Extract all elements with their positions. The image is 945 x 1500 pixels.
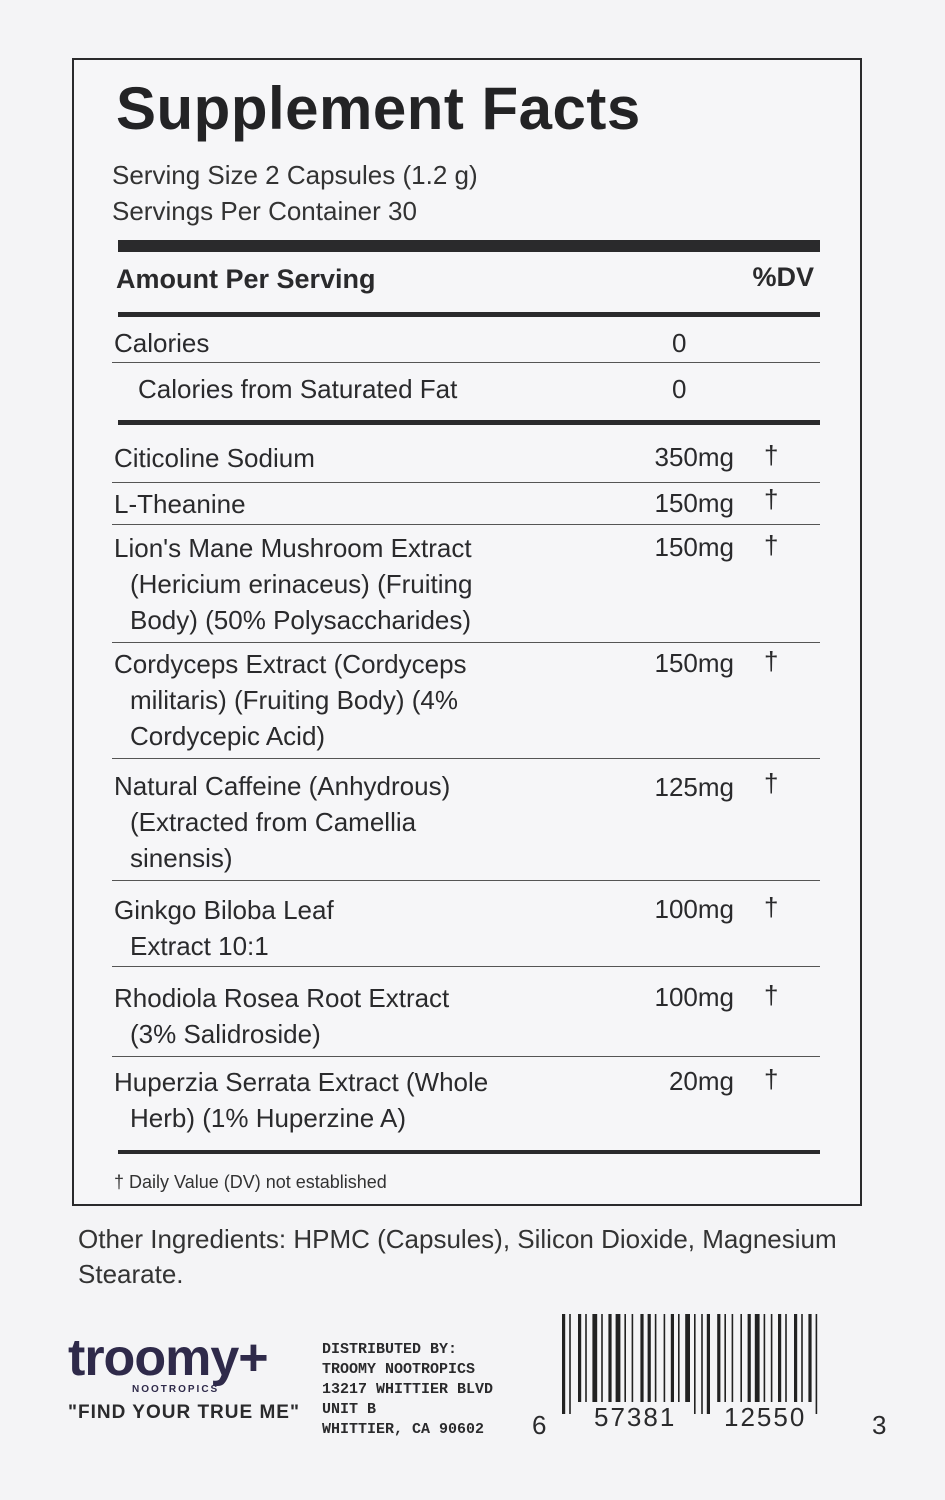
distributor-line: UNIT B [322,1401,377,1418]
dagger-mark: † [764,440,779,470]
barcode-bar [624,1314,626,1402]
ingredient-amount: 125mg [654,772,734,802]
serving-size: Serving Size 2 Capsules (1.2 g) [112,160,478,190]
dagger-mark: † [764,530,779,560]
distributor-line: 13217 WHITTIER BLVD [322,1381,494,1398]
ingredient-amount: 150mg [654,488,734,518]
barcode-bar [707,1314,710,1414]
row-divider [112,482,820,483]
supplement-facts-panel [72,58,862,1206]
barcode-bar [616,1314,621,1402]
calories-sat-fat-value: 0 [672,374,687,404]
ingredient-amount: 100mg [654,982,734,1012]
barcode-bar [732,1314,734,1402]
calories-sat-fat-label: Calories from Saturated Fat [138,374,458,404]
distributor-line: DISTRIBUTED BY: [322,1341,458,1358]
ingredient-amount: 150mg [654,648,734,678]
ingredient-name: Citicoline Sodium [114,443,315,473]
calories-label: Calories [114,328,210,358]
brand-logo [68,1329,268,1395]
row-divider [112,642,820,643]
barcode-bar [694,1314,696,1414]
barcode-bar [724,1314,726,1402]
barcode-bar [701,1314,703,1414]
ingredient-name: Lion's Mane Mushroom Extract (Hericium erinaceus) (Fruiting Body) (50% Polysaccharides) [114,533,473,635]
barcode-bar [655,1314,657,1402]
barcode-digits-right: 12550 [724,1402,807,1432]
ingredient-amount: 100mg [654,894,734,924]
row-divider [112,524,820,525]
dagger-mark: † [764,1064,779,1094]
barcode-bar [778,1314,781,1402]
barcode-bar [794,1314,797,1402]
row-divider [112,1056,820,1057]
barcode-bar [640,1314,643,1402]
dagger-mark: † [764,646,779,676]
barcode-bar [608,1314,611,1402]
brand-name: troomy+ [68,1329,268,1387]
medium-divider [118,420,820,425]
ingredient-name: Rhodiola Rosea Root Extract (3% Salidroside) [114,983,450,1049]
row-divider [112,758,820,759]
thick-divider [118,240,820,252]
ingredient-amount: 150mg [654,532,734,562]
ingredient-name: L-Theanine [114,489,246,519]
barcode-bars [558,1314,858,1414]
barcode-bar [785,1314,787,1402]
barcode-bar [755,1314,760,1402]
ingredient-name: Natural Caffeine (Anhydrous) (Extracted from Camellia sinensis) [114,771,451,873]
barcode-bar [771,1314,773,1402]
servings-per-container: Servings Per Container 30 [112,196,417,226]
ingredient-amount: 20mg [668,1066,734,1096]
ingredient-amount: 350mg [654,442,734,472]
amount-per-serving-header: Amount Per Serving [116,264,376,294]
dv-footnote: † Daily Value (DV) not established [114,1172,387,1192]
dagger-mark: † [764,768,779,798]
dagger-mark: † [764,484,779,514]
barcode-bar [578,1314,581,1402]
panel-title: Supplement Facts [116,75,641,142]
brand-sub: NOOTROPICS [132,1384,220,1395]
medium-divider [118,312,820,317]
ingredient-name: Cordyceps Extract (Cordyceps militaris) (Fruiting Body) (4% Cordycepic Acid) [114,649,467,751]
brand-tagline: "FIND YOUR TRUE ME" [68,1402,300,1423]
ingredient-name: Ginkgo Biloba Leaf Extract 10:1 [114,895,334,961]
barcode-bar [678,1314,680,1402]
dv-header: %DV [752,262,814,292]
calories-value: 0 [672,328,687,358]
barcode-bar [685,1314,690,1402]
barcode-digits-left: 57381 [594,1402,677,1432]
barcode-bar [801,1314,803,1402]
barcode-bar [562,1314,565,1414]
bottom-divider [118,1150,820,1154]
dagger-mark: † [764,892,779,922]
barcode-bar [740,1314,742,1402]
row-divider [112,362,820,363]
distributor-block [322,1340,493,1440]
row-divider [112,966,820,967]
barcode-bar [664,1314,666,1402]
barcode-bar [748,1314,751,1402]
barcode-bar [632,1314,634,1402]
barcode-bar [717,1314,720,1402]
barcode-bar [764,1314,766,1402]
barcode-bar [585,1314,587,1402]
ingredient-name: Huperzia Serrata Extract (Whole Herb) (1% Huperzine A) [114,1067,489,1133]
barcode-bar [671,1314,674,1402]
barcode-bar [816,1314,818,1414]
row-divider [112,880,820,881]
barcode-bar [808,1314,811,1402]
barcode-bar [592,1314,597,1402]
other-ingredients: Other Ingredients: HPMC (Capsules), Silicon Dioxide, Magnesium Stearate. [78,1224,837,1289]
barcode-bar [648,1314,651,1402]
barcode-digit-last: 3 [872,1410,887,1440]
barcode-bar [569,1314,571,1414]
distributor-line: TROOMY NOOTROPICS [322,1361,476,1378]
dagger-mark: † [764,980,779,1010]
distributor-line: WHITTIER, CA 90602 [322,1421,485,1438]
barcode-bar [601,1314,603,1402]
barcode-digit-first: 6 [532,1410,547,1440]
